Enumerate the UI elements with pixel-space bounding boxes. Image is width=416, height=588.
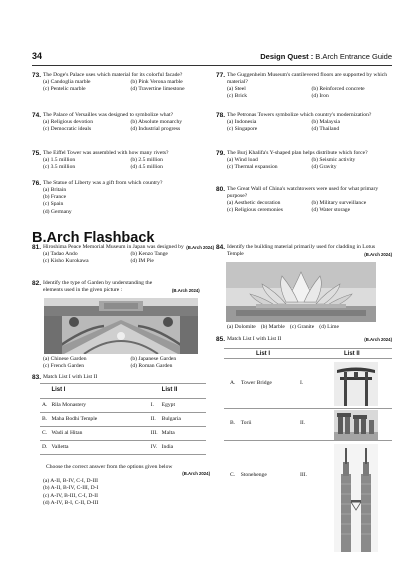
option-a[interactable]: (a) Candoglia marble — [43, 79, 91, 86]
option-d[interactable]: (d) Water storage — [311, 207, 351, 214]
option-d[interactable]: (d) Industrial progress — [130, 126, 181, 133]
question-84-options — [216, 324, 392, 331]
source-tag: (B.Arch 2024) — [186, 244, 214, 250]
match-table-83: List I List II A. Rila Monastery I. Egypt B. Maha Bodhi Temple II. Bulgaria C. Wadi al Hitan III. Malta D. Valletta IV. India — [40, 383, 206, 455]
question-77: 77. The Guggenheim Museum's cantilevered floors are supported by which material? (a) Steel (b) Reinforced concrete (c) Brick (d) Iron — [216, 72, 392, 101]
table-row: B. Torii — [230, 420, 252, 426]
question-82-options — [32, 356, 214, 370]
option-c[interactable]: (c) 3.5 million — [43, 164, 76, 171]
question-81: 81. Hiroshima Peace Memorial Museum in Japan was designed by (B.Arch 2024) (a) Tadao Ando (b) Kenzo Tange (c) Kisho Kurokawa (d) IM Pie — [32, 244, 214, 265]
option-b[interactable]: (b) France — [43, 194, 67, 201]
table-row: B. Maha Bodhi Temple II. Bulgaria — [40, 412, 206, 426]
option-a[interactable]: (a) Indonesia — [227, 119, 257, 126]
option-a[interactable]: (a) 1.5 million — [43, 157, 76, 164]
option-d[interactable]: (d) Gravity — [311, 164, 337, 171]
option-a[interactable]: (a) Wind load — [227, 157, 258, 164]
option-b[interactable]: (b) Military surveillance — [311, 200, 367, 207]
option-b[interactable]: (b) Pink Verona marble — [130, 79, 183, 86]
table-row: D. Valletta IV. India — [40, 441, 206, 455]
option-b[interactable]: (b) A-II, B-IV, C-III, D-I — [43, 485, 99, 492]
option-a[interactable]: (a) Aesthetic decoration — [227, 200, 281, 207]
option-c[interactable]: (c) French Garden — [43, 363, 84, 370]
question-83: 83. Match List I with List II — [32, 374, 98, 381]
option-c[interactable]: (c) Singapore — [227, 126, 258, 133]
option-d[interactable]: (d) 4.5 million — [130, 164, 163, 171]
match-table-85: List I List II A. Tower Bridge I. B. Torii II. C. Stonehenge III. — [224, 348, 392, 558]
source-tag: (B.Arch 2024) — [364, 336, 392, 342]
option-b[interactable]: (b) Malaysia — [311, 119, 340, 126]
option-d[interactable]: (d) Roman Garden — [130, 363, 173, 370]
option-b[interactable]: (b) Japanese Garden — [130, 356, 177, 362]
question-73: 73. The Doge's Palace uses which material for its colorful facade? (a) Candoglia marble (b) Pink Verona marble (c) Pentelic marble (d) Travertine limestone — [32, 72, 214, 93]
question-75: 75. The Eiffel Tower was assembled with how many rivets? (a) 1.5 million (b) 2.5 million (c) 3.5 million (d) 4.5 million — [32, 150, 214, 171]
question-74: 74. The Palace of Versailles was designed to symbolize what? (a) Religious devotion (b) Absolute monarchy (c) Democratic ideals (d) Industrial progress — [32, 112, 214, 133]
book-title: Design Quest : B.Arch Entrance Guide — [260, 52, 392, 61]
option-a[interactable]: (a) Tadao Ando — [43, 251, 78, 258]
question-82: 82. Identify the type of Garden by understanding the elements used in the given picture : (B.Arch 2024) — [32, 280, 200, 294]
table-row: A. Rila Monastery I. Egypt — [40, 398, 206, 412]
option-b[interactable]: (b) 2.5 million — [130, 157, 163, 164]
option-d[interactable]: (d) A-IV, B-I, C-II, D-III — [43, 499, 99, 506]
option-a[interactable]: (a) Steel — [227, 86, 246, 93]
option-d[interactable]: (d) IM Pie — [130, 258, 154, 265]
option-d[interactable]: (d) Iron — [311, 93, 329, 100]
option-a[interactable]: (a) Britain — [43, 187, 67, 194]
section-title: B.Arch Flashback — [32, 230, 155, 246]
question-85: 85. Match List I with List II (B.Arch 2024) — [216, 336, 392, 343]
option-d[interactable]: (d) Travertine limestone — [130, 86, 185, 93]
question-79: 79. The Burj Khalifa's Y-shaped plan helps distribute which force? (a) Wind load (b) Seismic activity (c) Thermal expansion (d) Gravity — [216, 150, 392, 171]
option-c[interactable]: (c) Brick — [227, 93, 248, 100]
table-row: C. Stonehenge — [230, 472, 267, 478]
option-c[interactable]: (c) Democratic ideals — [43, 126, 92, 133]
option-c[interactable]: (c) Kisho Kurokawa — [43, 258, 89, 265]
option-a[interactable]: (a) Chinese Garden — [43, 356, 87, 362]
lotus-temple-image — [226, 262, 376, 322]
option-c[interactable]: (c) Granite — [289, 324, 315, 330]
option-a[interactable]: (a) A-II, B-IV, C-I, D-III — [43, 478, 99, 485]
option-d[interactable]: (d) Germany — [43, 208, 72, 215]
option-c[interactable]: (c) Spain — [43, 201, 64, 208]
question-84: 84. Identify the building material primarily used for cladding in Lotus Temple (B.Arch 2024) — [216, 244, 392, 258]
question-78: 78. The Petronas Towers symbolize which country's modernization? (a) Indonesia (b) Malaysia (c) Singapore (d) Thailand — [216, 112, 392, 133]
option-d[interactable]: (d) Lime — [319, 324, 339, 330]
option-d[interactable]: (d) Thailand — [311, 126, 340, 133]
option-c[interactable]: (c) Thermal expansion — [227, 164, 278, 171]
source-tag: (B.Arch 2024) — [182, 471, 210, 477]
header-rule — [32, 65, 392, 66]
question-76: 76. The Statue of Liberty was a gift from which country? (a) Britain (b) France (c) Spain (d) Germany — [32, 180, 214, 216]
option-b[interactable]: (b) Kenzo Tange — [130, 251, 168, 258]
option-b[interactable]: (b) Reinforced concrete — [311, 86, 365, 93]
torii-gate-image — [334, 362, 378, 406]
option-a[interactable]: (a) Dolomite — [227, 324, 256, 330]
option-b[interactable]: (b) Marble — [260, 324, 285, 330]
option-a[interactable]: (a) Religious devotion — [43, 119, 94, 126]
petronas-towers-image — [334, 444, 378, 552]
option-c[interactable]: (c) A-IV, B-III, C-I, D-II — [43, 492, 99, 499]
question-80: 80. The Great Wall of China's watchtowers were used for what primary purpose? (a) Aesthetic decoration (b) Military surveillance (c) Religious ceremonies (d) Water storage — [216, 186, 392, 215]
source-tag: (B.Arch 2024) — [364, 251, 392, 257]
garden-image — [44, 298, 198, 354]
option-c[interactable]: (c) Pentelic marble — [43, 86, 86, 93]
source-tag: (B.Arch 2024) — [172, 287, 200, 293]
option-b[interactable]: (b) Seismic activity — [311, 157, 356, 164]
option-b[interactable]: (b) Absolute monarchy — [130, 119, 183, 126]
question-83-options: Choose the correct answer from the options given below (B.Arch 2024) (a) A-II, B-IV, C-I, D-III (b) A-II, B-IV, C-III, D-I (c) A-IV, B-III, C-I, D-II (d) A-IV, B-I, C-II, D-III — [32, 464, 214, 507]
table-row: A. Tower Bridge — [230, 380, 272, 386]
option-c[interactable]: (c) Religious ceremonies — [227, 207, 283, 214]
page-header — [32, 51, 392, 65]
table-row: C. Wadi al Hitan III. Malta — [40, 426, 206, 440]
page-number: 34 — [32, 51, 43, 61]
stonehenge-image — [334, 410, 378, 440]
